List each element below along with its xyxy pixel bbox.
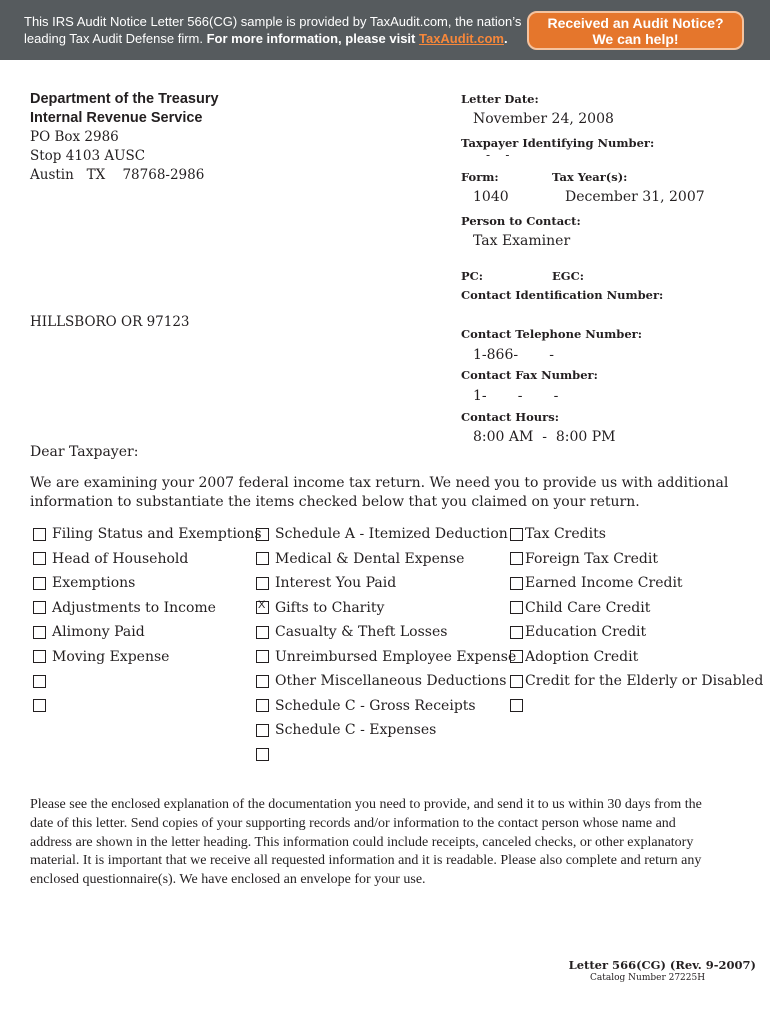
checkbox[interactable] [33, 552, 46, 565]
checkbox[interactable] [33, 601, 46, 614]
checklist-label: Foreign Tax Credit [525, 550, 658, 567]
checklist-item[interactable] [510, 694, 763, 719]
audit-help-button[interactable] [527, 11, 744, 50]
checklist-label: Gifts to Charity [275, 599, 385, 616]
checkbox[interactable] [510, 699, 523, 712]
checklist-item[interactable] [510, 522, 763, 547]
fax-value: 1- - - [473, 388, 559, 404]
banner-line-2 [24, 30, 524, 47]
catalog-number: Catalog Number 27225H [590, 973, 706, 983]
checklist-item[interactable] [510, 547, 763, 572]
checklist-label: Unreimbursed Employee Expense [275, 648, 517, 665]
sender-address-line: PO Box 2986 [30, 129, 119, 145]
checklist-label: Exemptions [52, 575, 136, 592]
checkbox[interactable] [510, 601, 523, 614]
checklist-item[interactable] [256, 694, 516, 719]
checklist-label: Head of Household [52, 550, 189, 567]
checklist-label: Other Miscellaneous Deductions [275, 673, 507, 690]
checklist-column-2 [256, 522, 516, 767]
checkbox[interactable] [256, 528, 269, 541]
checkbox[interactable] [510, 650, 523, 663]
checkbox[interactable] [256, 699, 269, 712]
egc-label: EGC: [552, 269, 584, 283]
checklist-label: Education Credit [525, 624, 647, 641]
checklist-item[interactable] [256, 571, 516, 596]
sender-address [30, 90, 219, 185]
checklist-item[interactable] [510, 620, 763, 645]
checklist-item[interactable] [510, 669, 763, 694]
phone-value: 1-866- - [473, 347, 554, 363]
checklist-item[interactable] [256, 718, 516, 743]
checklist-label: Schedule C - Expenses [275, 722, 437, 739]
banner-text [24, 13, 524, 47]
checklist-label: Schedule C - Gross Receipts [275, 697, 476, 714]
form-label: Form: [461, 170, 499, 184]
checkbox-checked[interactable] [256, 601, 269, 614]
checklist-item[interactable] [256, 522, 516, 547]
checklist-item[interactable] [256, 645, 516, 670]
checklist-label: Adoption Credit [525, 648, 639, 665]
sender-org-line-2: Internal Revenue Service [30, 110, 203, 126]
checklist-item[interactable] [510, 596, 763, 621]
tax-year-label: Tax Year(s): [552, 170, 628, 184]
taxaudit-link[interactable]: TaxAudit.com [418, 31, 504, 46]
person-to-contact: Tax Examiner [473, 233, 571, 249]
checkbox[interactable] [510, 675, 523, 688]
checklist-label: Tax Credits [525, 526, 606, 543]
checkbox[interactable] [256, 552, 269, 565]
cta-line-2: We can help! [592, 31, 679, 47]
checkbox[interactable] [33, 626, 46, 639]
checklist-item[interactable] [33, 547, 262, 572]
checklist-item[interactable] [256, 743, 516, 768]
banner-line-1: This IRS Audit Notice Letter 566(CG) sample is provided by TaxAudit.com, the nation’s [24, 14, 522, 29]
banner-line-2-prefix: leading Tax Audit Defense firm. [24, 31, 207, 46]
checklist-item[interactable] [33, 522, 262, 547]
checkbox[interactable] [33, 577, 46, 590]
checklist-label: Credit for the Elderly or Disabled [525, 673, 764, 690]
letter-code: Letter 566(CG) (Rev. 9-2007) [568, 958, 756, 972]
checkbox[interactable] [256, 675, 269, 688]
letter-date-label: Letter Date: [461, 92, 539, 106]
checklist-label: Moving Expense [52, 648, 170, 665]
checklist-label: Filing Status and Exemptions [52, 526, 262, 543]
checkbox[interactable] [33, 699, 46, 712]
checkbox[interactable] [256, 626, 269, 639]
checklist-item[interactable] [33, 596, 262, 621]
checklist-item[interactable] [33, 669, 262, 694]
contact-hours-label: Contact Hours: [461, 410, 559, 424]
checklist-item[interactable] [510, 571, 763, 596]
sender-address-line: Stop 4103 AUSC [30, 148, 146, 164]
recipient-city: HILLSBORO OR 97123 [30, 314, 190, 330]
checklist-item[interactable] [256, 547, 516, 572]
checklist-item[interactable] [510, 645, 763, 670]
checklist-label: Child Care Credit [525, 599, 651, 616]
closing-paragraph: Please see the enclosed explanation of the documentation you need to provide, and send it to us within 30 days from the date of this letter. Send copies of your supporting records and/or information to the contact person whose name and address are shown in the letter heading. This information could include receipts, canceled checks, or other explanatory material. It is important that we receive all requested information and it is readable. Please also complete and return any enclosed questionnaire(s). We have enclosed an envelope for your use. [30, 797, 702, 888]
checkbox[interactable] [256, 577, 269, 590]
tin-label: Taxpayer Identifying Number: [461, 136, 655, 150]
contact-id-label: Contact Identification Number: [461, 288, 664, 302]
phone-label: Contact Telephone Number: [461, 327, 642, 341]
salutation: Dear Taxpayer: [30, 444, 139, 460]
checklist-column-3 [510, 522, 763, 718]
checkbox[interactable] [510, 552, 523, 565]
checkbox[interactable] [510, 626, 523, 639]
checklist-label: Casualty & Theft Losses [275, 624, 448, 641]
checklist-label: Earned Income Credit [525, 575, 683, 592]
checklist-item[interactable] [256, 620, 516, 645]
checklist-label: Schedule A - Itemized Deduction [275, 526, 508, 543]
letter-date: November 24, 2008 [473, 111, 614, 127]
person-to-contact-label: Person to Contact: [461, 214, 581, 228]
sender-org-line-1: Department of the Treasury [30, 91, 219, 107]
checkbox[interactable] [33, 528, 46, 541]
checklist-column-1 [33, 522, 262, 718]
banner-line-2-suffix: . [503, 31, 508, 46]
checklist-label: Adjustments to Income [52, 599, 216, 616]
form-value: 1040 [473, 189, 509, 205]
checkbox[interactable] [510, 528, 523, 541]
tin-value: - - [486, 148, 510, 162]
checkbox[interactable] [256, 650, 269, 663]
checklist-item[interactable] [33, 645, 262, 670]
pc-label: PC: [461, 269, 484, 283]
checklist-item[interactable] [33, 620, 262, 645]
sender-address-line: Austin TX 78768-2986 [30, 167, 205, 183]
checklist-item[interactable] [256, 669, 516, 694]
fax-label: Contact Fax Number: [461, 368, 598, 382]
checkbox[interactable] [510, 577, 523, 590]
checklist-label: Medical & Dental Expense [275, 550, 465, 567]
contact-hours: 8:00 AM - 8:00 PM [473, 429, 616, 445]
checklist-item[interactable] [256, 596, 516, 621]
checklist-item[interactable] [33, 571, 262, 596]
tax-year-value: December 31, 2007 [565, 189, 705, 205]
checkbox[interactable] [256, 724, 269, 737]
checkbox[interactable] [33, 675, 46, 688]
checklist-item[interactable] [33, 694, 262, 719]
promo-banner [0, 0, 770, 60]
checklist-label: Interest You Paid [275, 575, 397, 592]
checkbox[interactable] [256, 748, 269, 761]
intro-paragraph: We are examining your 2007 federal income tax return. We need you to provide us with additional information to substantiate the items checked below that you claimed on your return. [30, 475, 729, 510]
banner-line-2-bold: For more information, please visit [206, 31, 419, 46]
checkbox[interactable] [33, 650, 46, 663]
checklist-label: Alimony Paid [52, 624, 145, 641]
cta-line-1: Received an Audit Notice? [547, 15, 724, 31]
